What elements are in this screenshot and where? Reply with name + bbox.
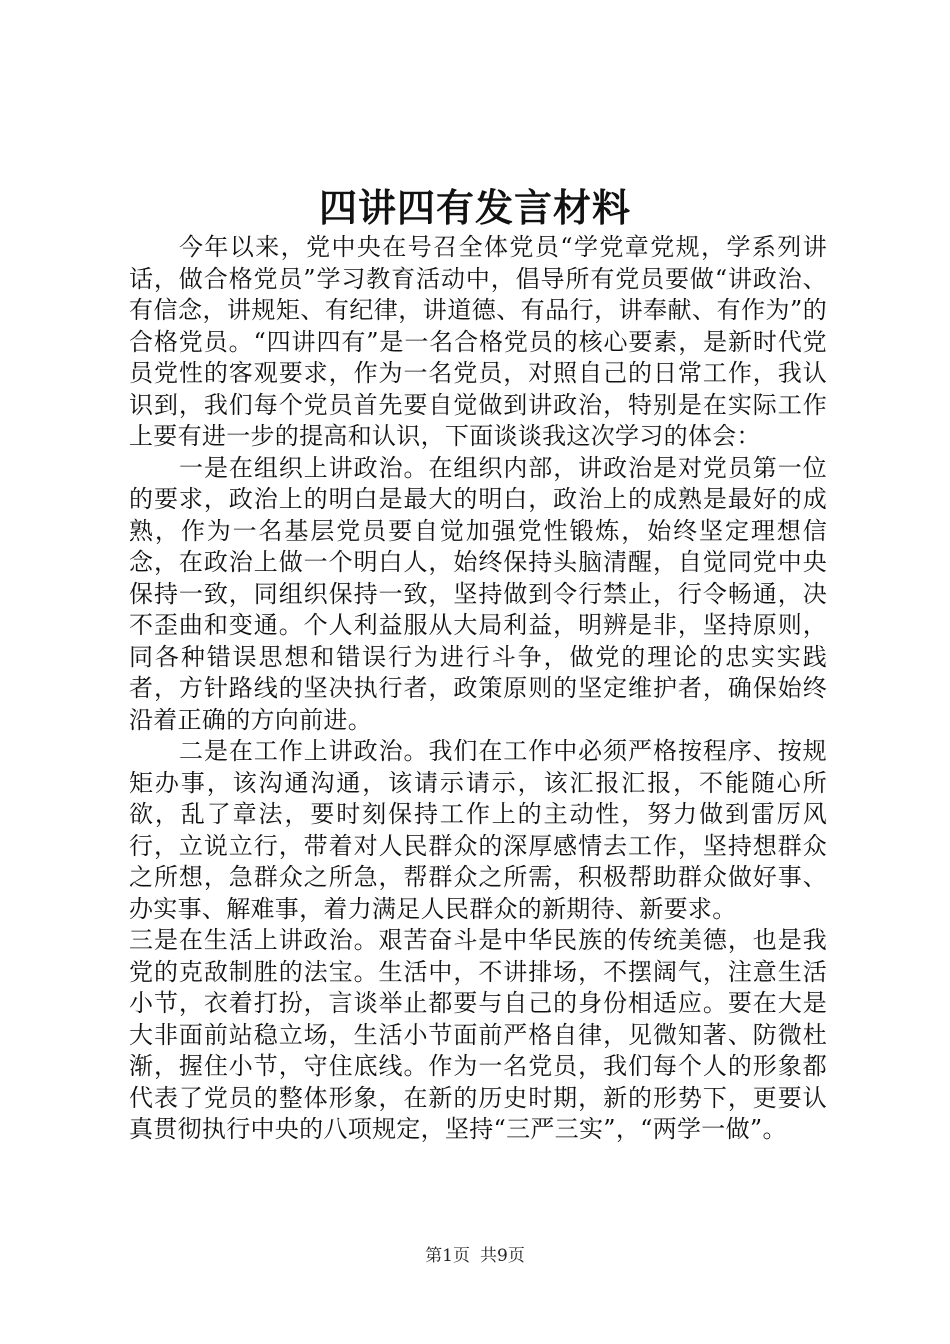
paragraph-intro: 今年以来，党中央在号召全体党员“学党章党规，学系列讲话，做合格党员”学习教育活动中，倡导所有党员要做“讲政治、有信念，讲规矩、有纪律，讲道德、有品行，讲奉献、有作为”的合格党员。“四讲四有”是一名合格党员的核心要素，是新时代党员党性的客观要求，作为一名党员，对照自己的日常工作，我认识到，我们每个党员首先要自觉做到讲政治，特别是在实际工作上要有进一步的提高和认识，下面谈谈我这次学习的体会：: [129, 233, 827, 450]
document-title: 四讲四有发言材料: [318, 185, 631, 230]
paragraph-life: 三是在生活上讲政治。艰苦奋斗是中华民族的传统美德，也是我党的克敌制胜的法宝。生活中，不讲排场，不摆阔气，注意生活小节，衣着打扮，言谈举止都要与自己的身份相适应。要在大是大非面前站稳立场，生活小节面前严格自律，见微知著、防微杜渐，握住小节，守住底线。作为一名党员，我们每个人的形象都代表了党员的整体形象，在新的历史时期，新的形势下，更要认真贯彻执行中央的八项规定，坚持“三严三实”，“两学一做”。: [129, 926, 827, 1143]
page-total: 共9页: [480, 1246, 525, 1266]
page-footer: [0, 1244, 950, 1268]
paragraph-organization: 一是在组织上讲政治。在组织内部，讲政治是对党员第一位的要求，政治上的明白是最大的明白，政治上的成熟是最好的成熟，作为一名基层党员要自觉加强党性锻炼，始终坚定理想信念，在政治上做一个明白人，始终保持头脑清醒，自觉同党中央保持一致，同组织保持一致，坚持做到令行禁止，行令畅通，决不歪曲和变通。个人利益服从大局利益，明辨是非，坚持原则，同各种错误思想和错误行为进行斗争，做党的理论的忠实实践者，方针路线的坚决执行者，政策原则的坚定维护者，确保始终沿着正确的方向前进。: [129, 453, 827, 734]
page-number: 第1页: [425, 1246, 470, 1266]
paragraph-work: 二是在工作上讲政治。我们在工作中必须严格按程序、按规矩办事，该沟通沟通，该请示请示，该汇报汇报，不能随心所欲，乱了章法，要时刻保持工作上的主动性，努力做到雷厉风行，立说立行，带着对人民群众的深厚感情去工作，坚持想群众之所想，急群众之所急，帮群众之所需，积极帮助群众做好事、办实事、解难事，着力满足人民群众的新期待、新要求。: [129, 737, 827, 923]
document-body: [129, 232, 827, 1146]
